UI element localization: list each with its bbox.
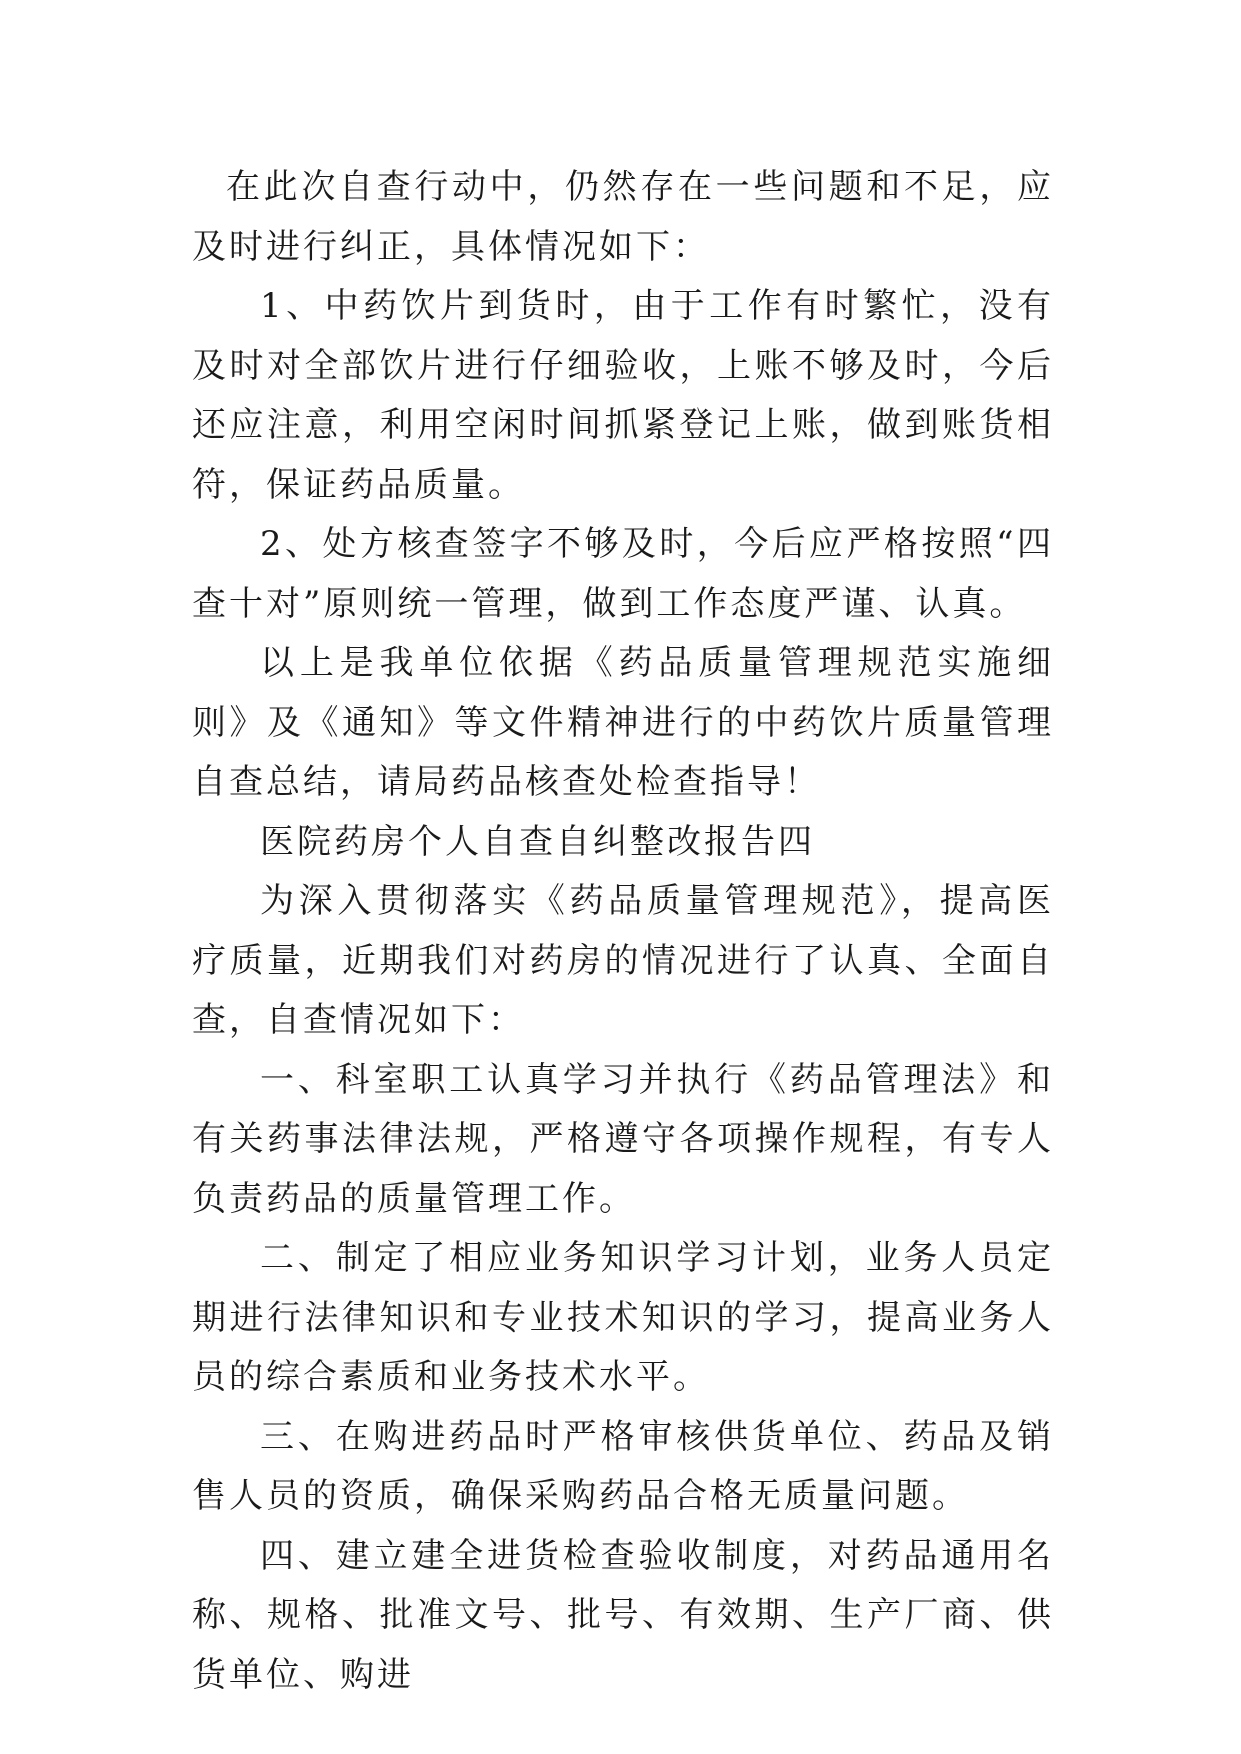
section-heading: 医院药房个人自查自纠整改报告四 bbox=[260, 821, 815, 862]
paragraph-item-2: 2、处方核查签字不够及时，今后应严格按照“四查十对”原则统一管理，做到工作态度严谨、认真。 bbox=[192, 524, 1054, 624]
paragraph-summary: 以上是我单位依据《药品质量管理规范实施细则》及《通知》等文件精神进行的中药饮片质量管理自查总结，请局药品核查处检查指导！ bbox=[192, 643, 1054, 802]
paragraph-item-1: 1、中药饮片到货时，由于工作有时繁忙，没有及时对全部饮片进行仔细验收，上账不够及时，今后还应注意，利用空闲时间抓紧登记上账，做到账货相符，保证药品质量。 bbox=[192, 286, 1054, 505]
paragraph-section-intro: 为深入贯彻落实《药品质量管理规范》，提高医疗质量，近期我们对药房的情况进行了认真、全面自查，自查情况如下： bbox=[192, 881, 1054, 1040]
paragraph-point-2: 二、制定了相应业务知识学习计划，业务人员定期进行法律知识和专业技术知识的学习，提高业务人员的综合素质和业务技术水平。 bbox=[192, 1238, 1054, 1397]
paragraph-point-1: 一、科室职工认真学习并执行《药品管理法》和有关药事法律法规，严格遵守各项操作规程，有专人负责药品的质量管理工作。 bbox=[192, 1059, 1054, 1219]
paragraph-point-4: 四、建立建全进货检查验收制度，对药品通用名称、规格、批准文号、批号、有效期、生产厂商、供货单位、购进 bbox=[192, 1535, 1054, 1695]
paragraph-intro: 在此次自查行动中，仍然存在一些问题和不足，应及时进行纠正，具体情况如下： bbox=[192, 167, 1054, 267]
paragraph-point-3: 三、在购进药品时严格审核供货单位、药品及销售人员的资质，确保采购药品合格无质量问题。 bbox=[192, 1416, 1054, 1516]
document-body bbox=[192, 158, 1054, 1705]
